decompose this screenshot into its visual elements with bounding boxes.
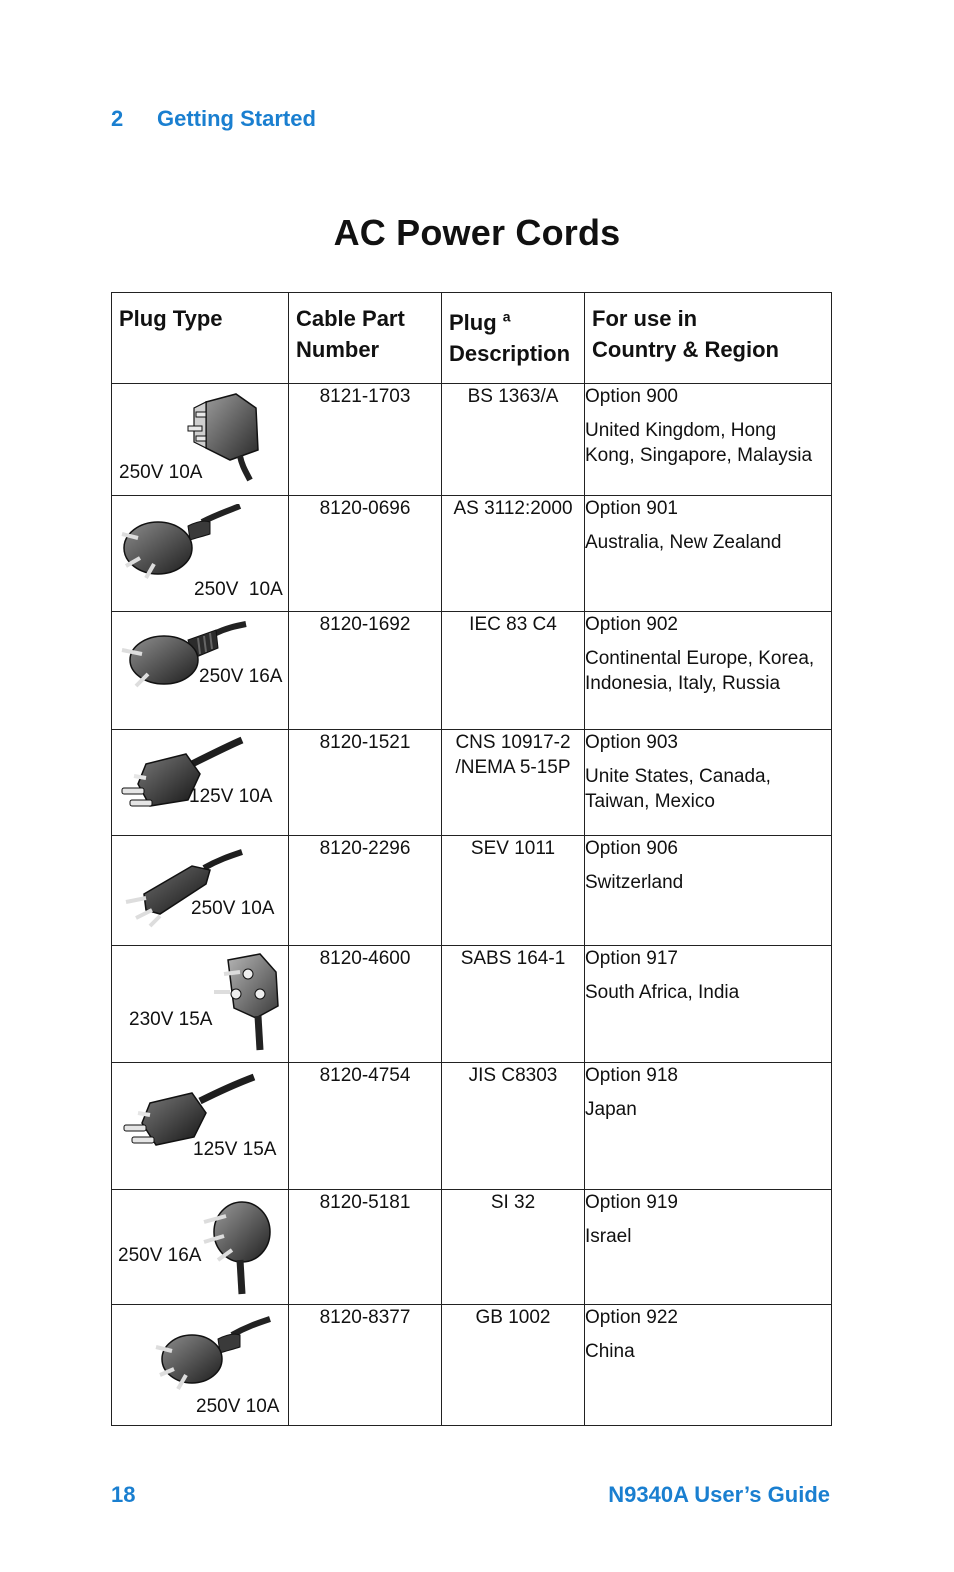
voltage-rating: 230V 15A xyxy=(129,1009,213,1030)
plug-type-cell xyxy=(112,1305,289,1426)
country-cell xyxy=(585,384,832,496)
plug-description-cell: SABS 164-1 xyxy=(442,946,585,1063)
country-cell xyxy=(585,946,832,1063)
plug-type-cell xyxy=(112,1063,289,1190)
table-row xyxy=(112,1190,832,1305)
region-line: Continental Europe, Korea, xyxy=(585,648,815,669)
part-number-cell: 8120-1521 xyxy=(289,730,442,836)
guide-title: N9340A User’s Guide xyxy=(608,1482,830,1507)
col-header-plug-type: Plug Type xyxy=(112,293,289,384)
region-line: Israel xyxy=(585,1226,632,1247)
israel-plug-icon xyxy=(198,1198,278,1298)
option-code: Option 903 xyxy=(585,732,678,753)
col-header-part-number: Cable Part Number xyxy=(289,293,442,384)
country-cell xyxy=(585,1063,832,1190)
part-number-cell: 8120-2296 xyxy=(289,836,442,946)
part-number-cell: 8121-1703 xyxy=(289,384,442,496)
country-cell xyxy=(585,612,832,730)
plug-description-cell: GB 1002 xyxy=(442,1305,585,1426)
south-africa-plug-icon xyxy=(208,950,284,1054)
power-cords-table xyxy=(111,292,832,1426)
voltage-rating: 250V 16A xyxy=(199,666,283,687)
voltage-rating: 125V 10A xyxy=(189,786,273,807)
chapter-number: 2 xyxy=(111,106,124,131)
plug-description-cell: BS 1363/A xyxy=(442,384,585,496)
part-number-cell: 8120-5181 xyxy=(289,1190,442,1305)
table-row xyxy=(112,836,832,946)
table-row xyxy=(112,730,832,836)
page-number: 18 xyxy=(111,1482,136,1507)
option-code: Option 917 xyxy=(585,948,678,969)
plug-type-cell xyxy=(112,612,289,730)
plug-type-cell xyxy=(112,836,289,946)
table-row xyxy=(112,946,832,1063)
part-number-cell: 8120-4600 xyxy=(289,946,442,1063)
option-code: Option 906 xyxy=(585,838,678,859)
plug-description-cell: IEC 83 C4 xyxy=(442,612,585,730)
part-number-cell: 8120-0696 xyxy=(289,496,442,612)
region-line: Indonesia, Italy, Russia xyxy=(585,673,781,694)
option-code: Option 901 xyxy=(585,498,678,519)
country-cell xyxy=(585,1190,832,1305)
country-cell xyxy=(585,496,832,612)
region-line: United Kingdom, Hong xyxy=(585,420,777,441)
plug-type-cell xyxy=(112,946,289,1063)
region-line: Switzerland xyxy=(585,872,684,893)
region-line: Taiwan, Mexico xyxy=(585,791,715,812)
region-line: Japan xyxy=(585,1099,637,1120)
voltage-rating: 250V 10A xyxy=(191,898,275,919)
plug-description-cell: SI 32 xyxy=(442,1190,585,1305)
option-code: Option 922 xyxy=(585,1307,678,1328)
table-row xyxy=(112,612,832,730)
part-number-cell: 8120-1692 xyxy=(289,612,442,730)
table-row xyxy=(112,384,832,496)
country-cell xyxy=(585,836,832,946)
region-line: Kong, Singapore, Malaysia xyxy=(585,445,813,466)
plug-type-cell xyxy=(112,384,289,496)
plug-description-cell: CNS 10917-2 /NEMA 5-15P xyxy=(442,730,585,836)
country-cell xyxy=(585,1305,832,1426)
page-title: AC Power Cords xyxy=(333,212,621,253)
chapter-title: Getting Started xyxy=(157,106,316,131)
voltage-rating: 125V 15A xyxy=(193,1139,277,1160)
plug-type-cell xyxy=(112,730,289,836)
option-code: Option 902 xyxy=(585,614,678,635)
plug-description-cell: SEV 1011 xyxy=(442,836,585,946)
voltage-rating: 250V 10A xyxy=(119,462,203,483)
voltage-rating: 250V 10A xyxy=(194,579,283,600)
region-line: Australia, New Zealand xyxy=(585,532,782,553)
part-number-cell: 8120-4754 xyxy=(289,1063,442,1190)
col-header-description: Plug $^a$ Description xyxy=(442,293,585,384)
plug-type-cell xyxy=(112,1190,289,1305)
plug-type-cell xyxy=(112,496,289,612)
region-line: China xyxy=(585,1341,635,1362)
china-plug-icon xyxy=(152,1315,272,1395)
australia-plug-icon xyxy=(118,504,242,584)
voltage-rating: 250V 10A xyxy=(196,1396,280,1417)
table-row xyxy=(112,1063,832,1190)
part-number-cell: 8120-8377 xyxy=(289,1305,442,1426)
plug-description-cell: AS 3112:2000 xyxy=(442,496,585,612)
table-row xyxy=(112,1305,832,1426)
table-row xyxy=(112,496,832,612)
region-line: South Africa, India xyxy=(585,982,740,1003)
country-cell xyxy=(585,730,832,836)
plug-description-cell: JIS C8303 xyxy=(442,1063,585,1190)
running-header xyxy=(111,106,316,132)
option-code: Option 900 xyxy=(585,386,678,407)
voltage-rating: 250V 16A xyxy=(118,1245,202,1266)
col-header-country: For use in Country & Region xyxy=(585,293,832,384)
option-code: Option 918 xyxy=(585,1065,678,1086)
option-code: Option 919 xyxy=(585,1192,678,1213)
table-header-row xyxy=(112,293,832,384)
region-line: Unite States, Canada, xyxy=(585,766,771,787)
